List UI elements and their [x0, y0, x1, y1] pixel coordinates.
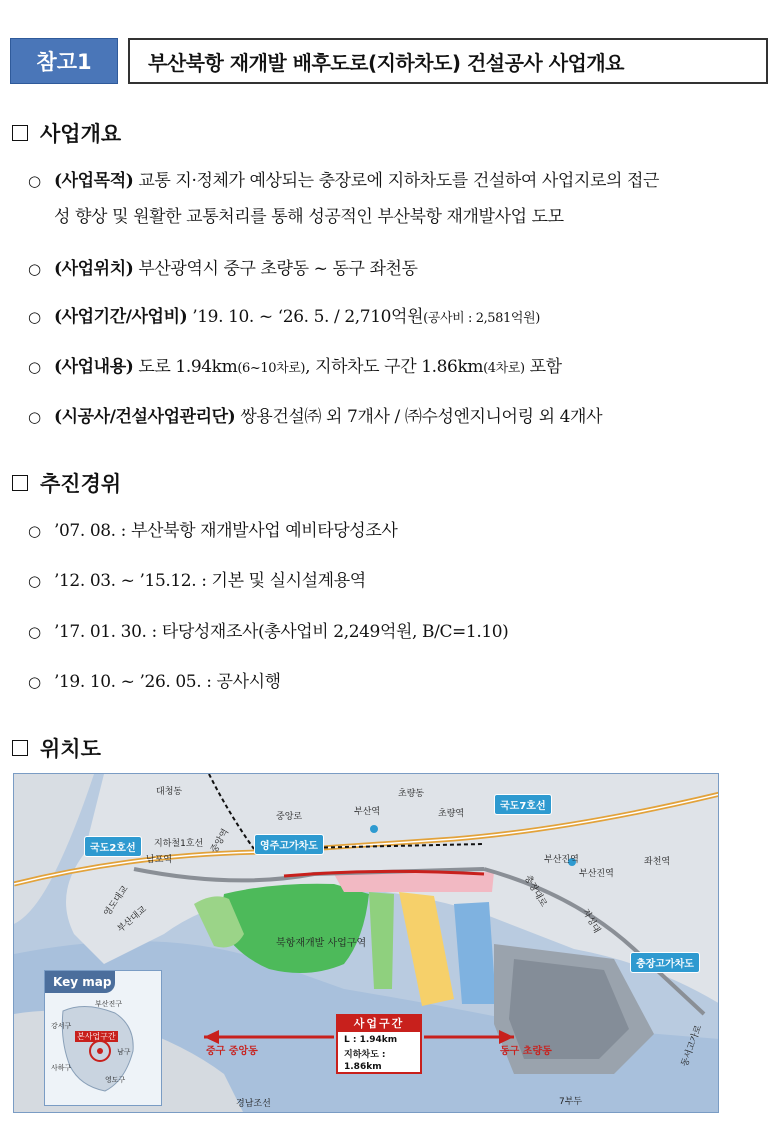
key-map-label: 강서구 [51, 1022, 72, 1030]
progress-item: ○ ’12. 03. ~ ’15.12. : 기본 및 실시설계용역 [28, 564, 768, 598]
bullet-icon: ○ [28, 522, 41, 540]
map-label: 초량동 [398, 789, 425, 799]
section-title: 추진경위 [40, 472, 122, 496]
bullet-icon: ○ [28, 408, 41, 426]
bullet-icon: ○ [28, 358, 41, 376]
overview-item-content: ○ (사업내용) 도로 1.94km(6~10차로), 지하차도 구간 1.86km(4차로) 포함 [28, 350, 768, 386]
map-label: 중앙역 [209, 827, 232, 856]
map-label: 지하철1호선 [154, 839, 204, 849]
map-label: 초량역 [438, 809, 465, 819]
checkbox-square-icon [12, 740, 28, 756]
map-tag: 충장고가차도 [630, 952, 700, 973]
project-tunnel-length: 지하차도 : 1.86km [344, 1050, 386, 1072]
map-tag: 영주고가차도 [254, 834, 324, 855]
bullet-icon: ○ [28, 623, 41, 641]
map-label: 충장대로 [522, 873, 549, 909]
section-overview-heading [12, 118, 121, 148]
overview-item-location: ○ (사업위치) 부산광역시 중구 초량동 ~ 동구 좌천동 [28, 252, 768, 286]
reference-badge: 참고1 [10, 38, 118, 84]
map-label: 자성대 [579, 907, 602, 936]
map-tag: 국도2호선 [84, 836, 142, 857]
key-map-title: Key map [45, 971, 115, 993]
bullet-icon: ○ [28, 172, 41, 190]
key-map-label: 남구 [117, 1048, 131, 1056]
section-title: 사업개요 [40, 122, 122, 146]
map-label: 영도대교 [102, 884, 131, 919]
map-label: 북항재개발 사업구역 [276, 938, 367, 949]
map-label: 부산진역 [579, 869, 614, 879]
bullet-icon: ○ [28, 308, 41, 326]
project-section-box [336, 1014, 422, 1074]
map-red-label-right: 동구 초량동 [500, 1046, 552, 1057]
checkbox-square-icon [12, 125, 28, 141]
key-map-label: 부산진구 [95, 1000, 123, 1008]
map-label: 동서고가로 [680, 1023, 705, 1069]
map-label: 중앙로 [276, 812, 303, 822]
key-map-inset [44, 970, 162, 1106]
key-map-project-label: 본사업구간 [77, 1032, 116, 1041]
progress-item: ○ ’17. 01. 30. : 타당성재조사(총사업비 2,249억원, B/C=1.10) [28, 615, 768, 649]
map-label: 부산역 [354, 807, 381, 817]
progress-item: ○ ’07. 08. : 부산북항 재개발사업 예비타당성조사 [28, 514, 768, 548]
map-label: 7부두 [559, 1097, 583, 1107]
project-section-title: 사업구간 [338, 1016, 420, 1032]
section-progress-heading [12, 468, 121, 498]
map-tag: 국도7호선 [494, 794, 552, 815]
key-map-label: 영도구 [105, 1076, 126, 1084]
map-label: 대청동 [156, 787, 183, 797]
document-header [10, 38, 768, 84]
map-label: 경남조선 [236, 1099, 271, 1109]
page-title: 부산북항 재개발 배후도로(지하차도) 건설공사 사업개요 [128, 38, 768, 84]
map-label: 남포역 [146, 855, 173, 865]
bullet-icon: ○ [28, 673, 41, 691]
map-red-label-left: 중구 중앙동 [206, 1046, 258, 1057]
bullet-icon: ○ [28, 572, 41, 590]
checkbox-square-icon [12, 475, 28, 491]
map-label: 부산진역 [544, 855, 579, 865]
bullet-icon: ○ [28, 260, 41, 278]
project-length: L : 1.94km [344, 1035, 398, 1045]
map-label: 부산대교 [115, 904, 149, 935]
progress-item: ○ ’19. 10. ~ ’26. 05. : 공사시행 [28, 665, 768, 699]
location-map [13, 773, 719, 1113]
section-location-heading [12, 733, 101, 763]
section-title: 위치도 [40, 737, 101, 761]
overview-item-period-cost: ○ (사업기간/사업비) ’19. 10. ~ ‘26. 5. / 2,710억원(공사비 : 2,581억원) [28, 300, 768, 336]
key-map-label: 사하구 [51, 1064, 72, 1072]
overview-item-purpose: ○ (사업목적) 교통 지·정체가 예상되는 충장로에 지하차도를 건설하여 사업지로의 접근 [28, 164, 768, 198]
map-label: 좌천역 [644, 857, 671, 867]
overview-item-contractor: ○ (시공사/건설사업관리단) 쌍용건설㈜ 외 7개사 / ㈜수성엔지니어링 외 4개사 [28, 400, 768, 434]
overview-item-purpose-continued: 성 향상 및 원활한 교통처리를 통해 성공적인 부산북항 재개발사업 도모 [54, 207, 564, 227]
